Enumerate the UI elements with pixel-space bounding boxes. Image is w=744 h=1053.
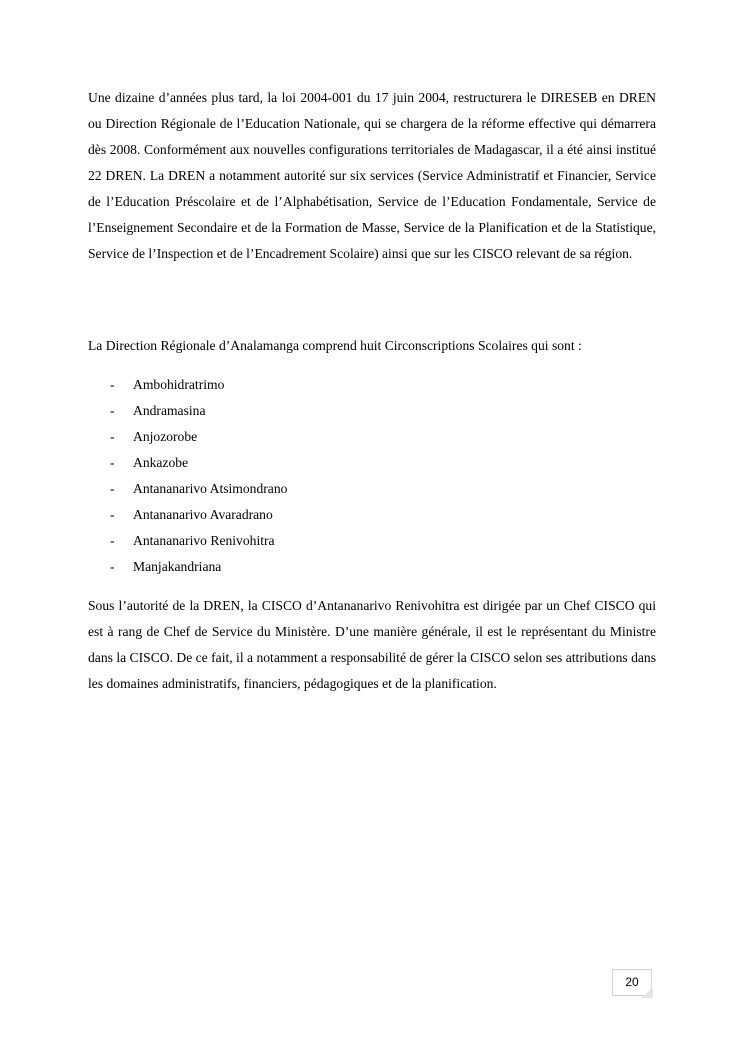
list-item-label: Antananarivo Renivohitra bbox=[133, 533, 275, 548]
paragraph-analamanga-intro: La Direction Régionale d’Analamanga comprend huit Circonscriptions Scolaires qui sont : bbox=[88, 338, 582, 353]
list-item-label: Ambohidratrimo bbox=[133, 377, 225, 392]
cisco-list bbox=[88, 372, 656, 580]
list-bullet: - bbox=[110, 429, 115, 444]
list-bullet: - bbox=[110, 559, 115, 574]
list-item bbox=[88, 528, 656, 554]
list-bullet: - bbox=[110, 481, 115, 496]
list-bullet: - bbox=[110, 507, 115, 522]
page-number: 20 bbox=[625, 975, 639, 989]
list-bullet: - bbox=[110, 403, 115, 418]
list-item-label: Antananarivo Atsimondrano bbox=[133, 481, 288, 496]
list-item bbox=[88, 424, 656, 450]
list-item bbox=[88, 398, 656, 424]
page-number-badge bbox=[612, 969, 652, 997]
list-bullet: - bbox=[110, 455, 115, 470]
list-item bbox=[88, 554, 656, 580]
list-item-label: Antananarivo Avaradrano bbox=[133, 507, 273, 522]
paragraph-dren-history: Une dizaine d’années plus tard, la loi 2004-001 du 17 juin 2004, restructurera le DIRESEB en DREN ou Direction Régionale de l’Education Nationale, qui se chargera de la réforme effective qui démarrera dès 2008. Conformément aux nouvelles configurations territoriales de Madagascar, il a été ainsi institué 22 DREN. La DREN a notamment autorité sur six services (Service Administratif et Financier, Service de l’Education Préscolaire et de l’Alphabétisation, Service de l’Education Fondamentale, Service de l’Enseignement Secondaire et de la Formation de Masse, Service de la Planification et de la Statistique, Service de l’Inspection et de l’Encadrement Scolaire) ainsi que sur les CISCO relevant de sa région. bbox=[88, 90, 656, 261]
page-curl-icon bbox=[641, 988, 653, 998]
list-item bbox=[88, 372, 656, 398]
list-item bbox=[88, 502, 656, 528]
list-item-label: Anjozorobe bbox=[133, 429, 198, 444]
list-bullet: - bbox=[110, 377, 115, 392]
list-item bbox=[88, 450, 656, 476]
paragraph-chef-cisco: Sous l’autorité de la DREN, la CISCO d’Antananarivo Renivohitra est dirigée par un Chef CISCO qui est à rang de Chef de Service du Ministère. D’une manière générale, il est le représentant du Ministre dans la CISCO. De ce fait, il a notamment a responsabilité de gérer la CISCO selon ses attributions dans les domaines administratifs, financiers, pédagogiques et de la planification. bbox=[88, 598, 656, 691]
list-item-label: Ankazobe bbox=[133, 455, 189, 470]
list-bullet: - bbox=[110, 533, 115, 548]
list-item-label: Andramasina bbox=[133, 403, 206, 418]
list-item-label: Manjakandriana bbox=[133, 559, 222, 574]
list-item bbox=[88, 476, 656, 502]
